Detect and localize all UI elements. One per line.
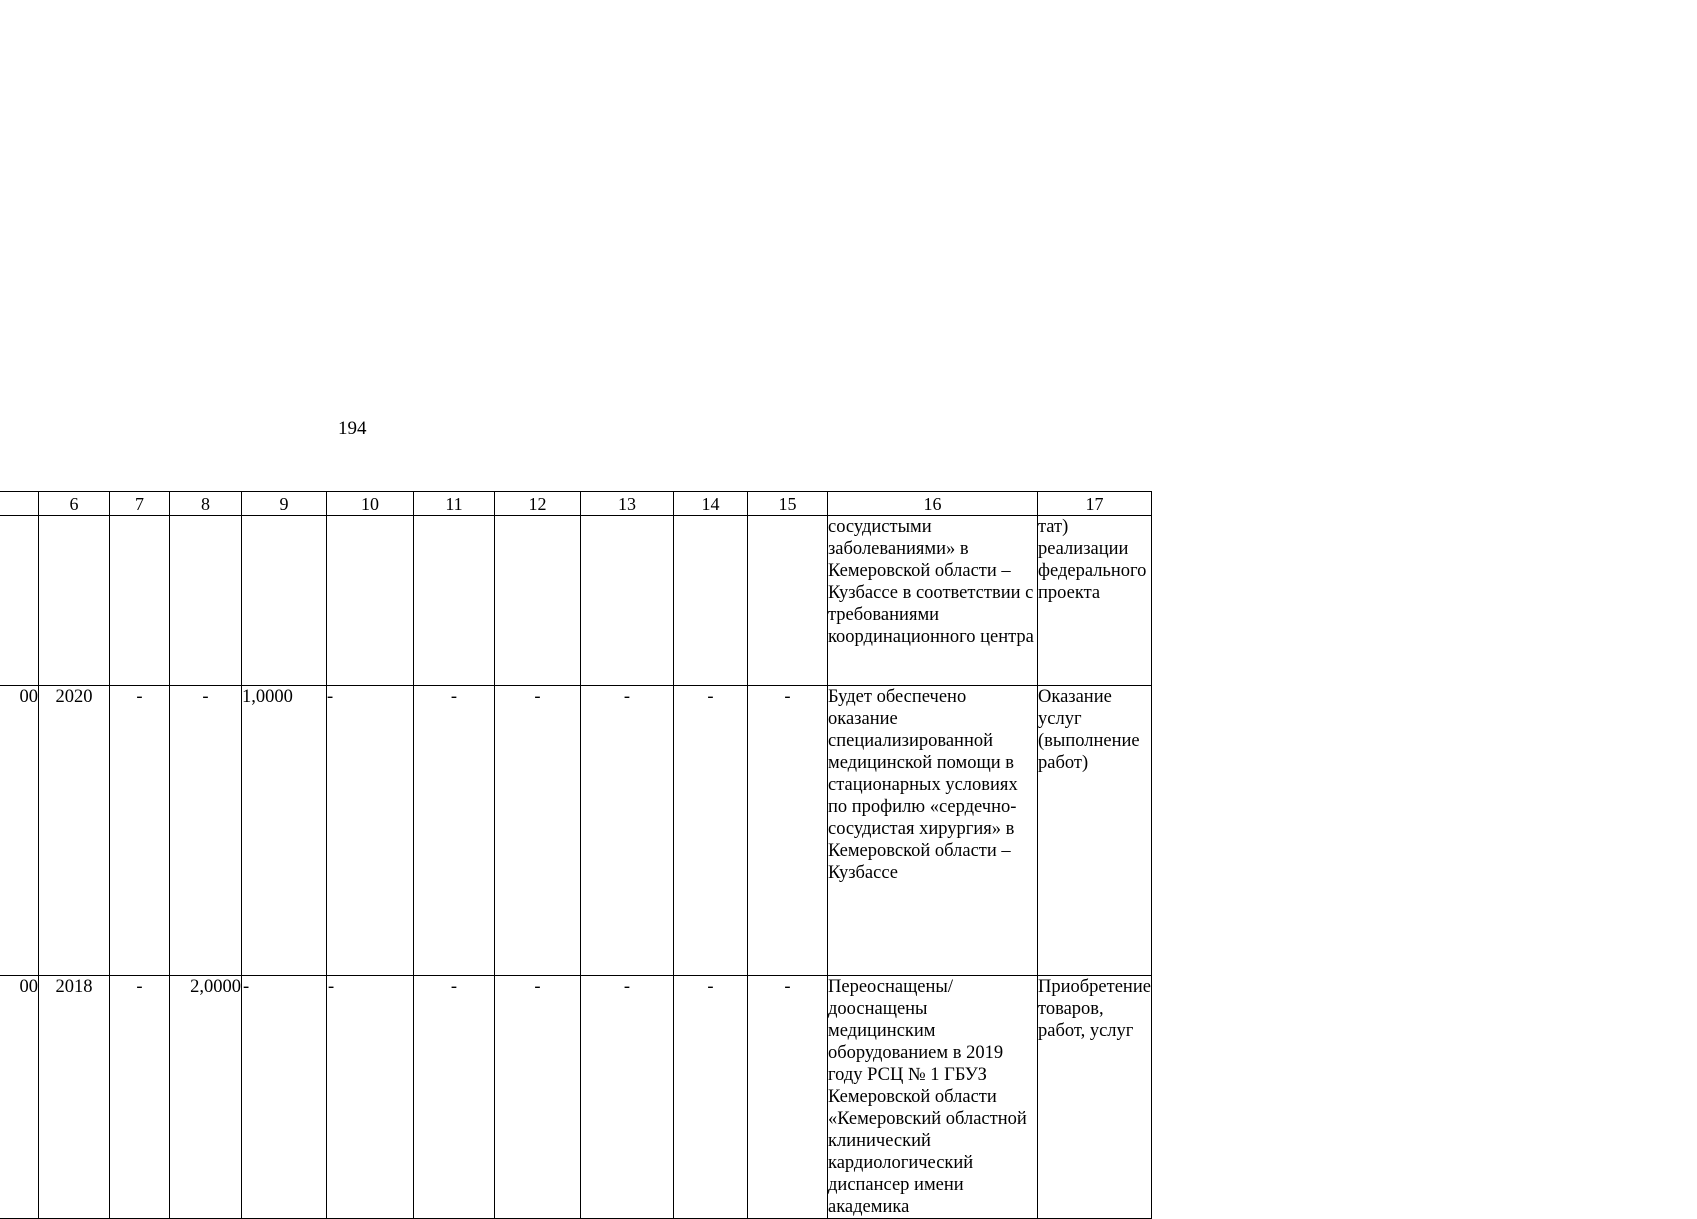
cell-c6: 2020 (39, 686, 110, 976)
table-row (0, 976, 1151, 1219)
col-header-14: 14 (674, 492, 748, 516)
cell-c13 (581, 516, 674, 686)
cell-description: сосудистыми заболеваниями» в Кемеровской области – Кузбассе в соответствии с требованиями координационного центра (828, 516, 1038, 686)
cell-c14 (674, 516, 748, 686)
cell-description: Будет обеспечено оказание специализированной медицинской помощи в стационарных условиях по профилю «сердечно-сосудистая хирургия» в Кемеровской области – Кузбассе (828, 686, 1038, 976)
cell-c5: 00 (0, 686, 39, 976)
cell-c10: - (327, 976, 414, 1219)
cell-c5 (0, 516, 39, 686)
col-header-16: 16 (828, 492, 1038, 516)
col-header-10: 10 (327, 492, 414, 516)
col-header-15: 15 (748, 492, 828, 516)
cell-result-type: Оказание услуг (выполнение работ) (1038, 686, 1152, 976)
col-header-8: 8 (170, 492, 242, 516)
cell-result-type: тат) реализации федерального проекта (1038, 516, 1152, 686)
page-number: 194 (338, 418, 367, 439)
cell-c8: 2,0000 (170, 976, 242, 1219)
cell-c14: - (674, 976, 748, 1219)
cell-c12 (495, 516, 581, 686)
cell-c15: - (748, 686, 828, 976)
cell-c5: 00 (0, 976, 39, 1219)
cell-c10 (327, 516, 414, 686)
cell-c14: - (674, 686, 748, 976)
cell-result-type: Приобретение товаров, работ, услуг (1038, 976, 1152, 1219)
cell-c13: - (581, 976, 674, 1219)
cell-description: Переоснащены/дооснащены медицинским оборудованием в 2019 году РСЦ № 1 ГБУЗ Кемеровской области «Кемеровский областной клинический кардиологический диспансер имени академика (828, 976, 1038, 1219)
cell-c15: - (748, 976, 828, 1219)
cell-c6 (39, 516, 110, 686)
col-header-11: 11 (414, 492, 495, 516)
cell-c9: 1,0000 (242, 686, 327, 976)
col-header-13: 13 (581, 492, 674, 516)
table-row (0, 516, 1151, 686)
cell-c15 (748, 516, 828, 686)
col-header-9: 9 (242, 492, 327, 516)
cell-c7: - (110, 686, 170, 976)
cell-c12: - (495, 686, 581, 976)
col-header-6: 6 (39, 492, 110, 516)
cell-c8: - (170, 686, 242, 976)
cell-c7: - (110, 976, 170, 1219)
col-header-7: 7 (110, 492, 170, 516)
cell-c8 (170, 516, 242, 686)
cell-c13: - (581, 686, 674, 976)
cell-c11: - (414, 686, 495, 976)
cell-c11: - (414, 976, 495, 1219)
header-row (0, 492, 1151, 516)
col-header-5 (0, 492, 39, 516)
col-header-12: 12 (495, 492, 581, 516)
data-table (0, 491, 1152, 1219)
cell-c9 (242, 516, 327, 686)
cell-c6: 2018 (39, 976, 110, 1219)
cell-c12: - (495, 976, 581, 1219)
col-header-17: 17 (1038, 492, 1152, 516)
cell-c7 (110, 516, 170, 686)
cell-c10: - (327, 686, 414, 976)
table-row (0, 686, 1151, 976)
cell-c9: - (242, 976, 327, 1219)
cell-c11 (414, 516, 495, 686)
